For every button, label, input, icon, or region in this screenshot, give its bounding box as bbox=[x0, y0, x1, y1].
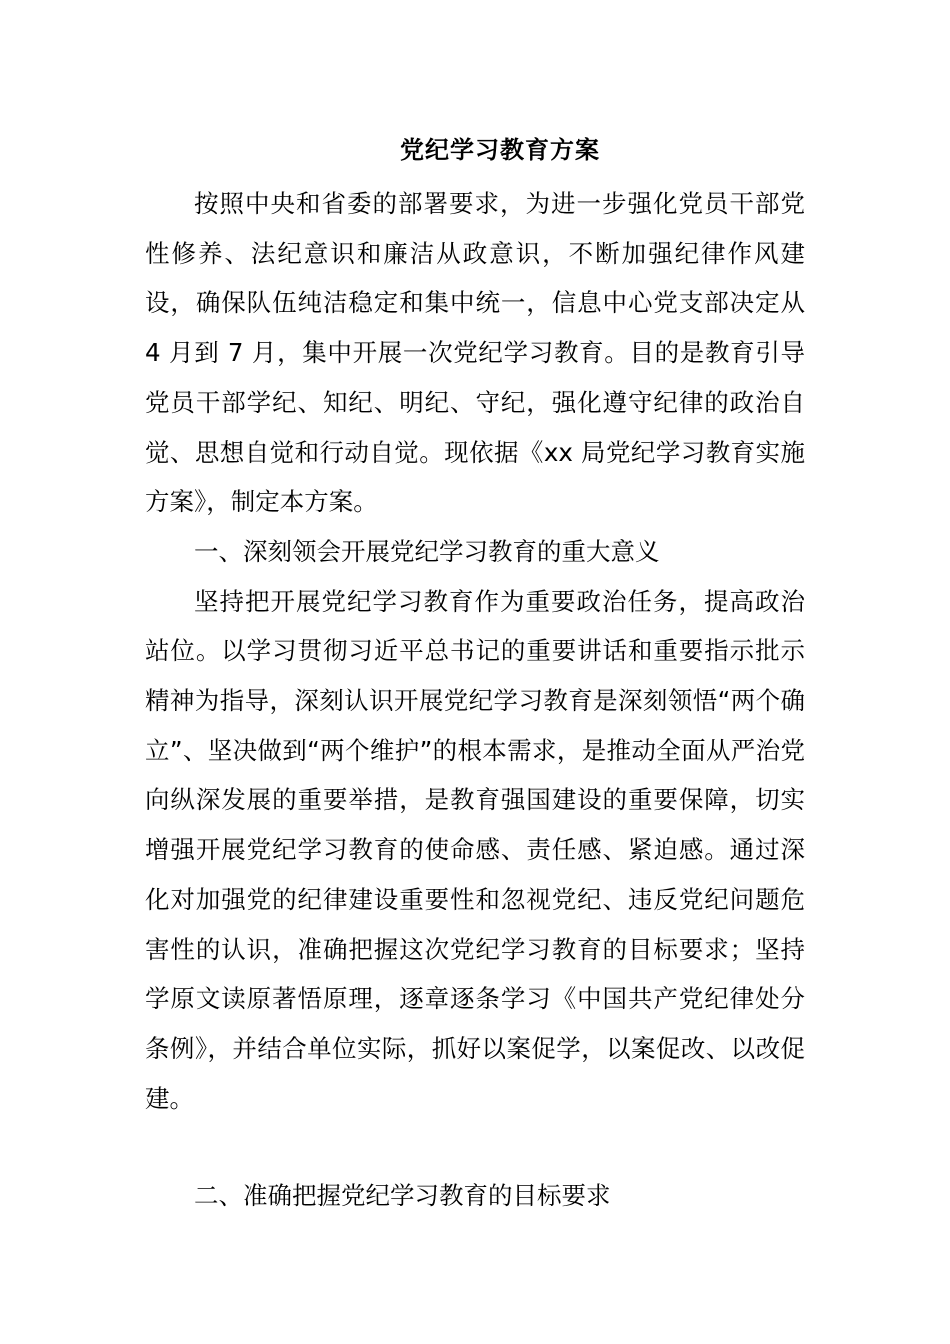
section-1-body: 坚持把开展党纪学习教育作为重要政治任务，提高政治站位。以学习贯彻习近平总书记的重要讲话和重要指示批示精神为指导，深刻认识开展党纪学习教育是深刻领悟“两个确立”、坚决做到“两个维护”的根本需求，是推动全面从严治党向纵深发展的重要举措，是教育强国建设的重要保障，切实增强开展党纪学习教育的使命感、责任感、紧迫感。通过深化对加强党的纪律建设重要性和忽视党纪、违反党纪问题危害性的认识，准确把握这次党纪学习教育的目标要求；坚持学原文读原著悟原理，逐章逐条学习《中国共产党纪律处分条例》，并结合单位实际，抓好以案促学，以案促改、以改促建。 bbox=[145, 586, 805, 1113]
section-2-heading: 二、准确把握党纪学习教育的目标要求 bbox=[194, 1181, 611, 1211]
section-1-heading: 一、深刻领会开展党纪学习教育的重大意义 bbox=[194, 536, 660, 566]
intro-paragraph: 按照中央和省委的部署要求，为进一步强化党员干部党性修养、法纪意识和廉洁从政意识，不断加强纪律作风建设，确保队伍纯洁稳定和集中统一，信息中心党支部决定从 4 月到 7 月，集中开展一次党纪学习教育。目的是教育引导党员干部学纪、知纪、明纪、守纪，强化遵守纪律的政治自觉、思想自觉和行动自觉。现依据《xx 局党纪学习教育实施方案》，制定本方案。 bbox=[145, 189, 805, 517]
document-page bbox=[145, 130, 805, 1221]
document-title: 党纪学习教育方案 bbox=[400, 136, 600, 164]
